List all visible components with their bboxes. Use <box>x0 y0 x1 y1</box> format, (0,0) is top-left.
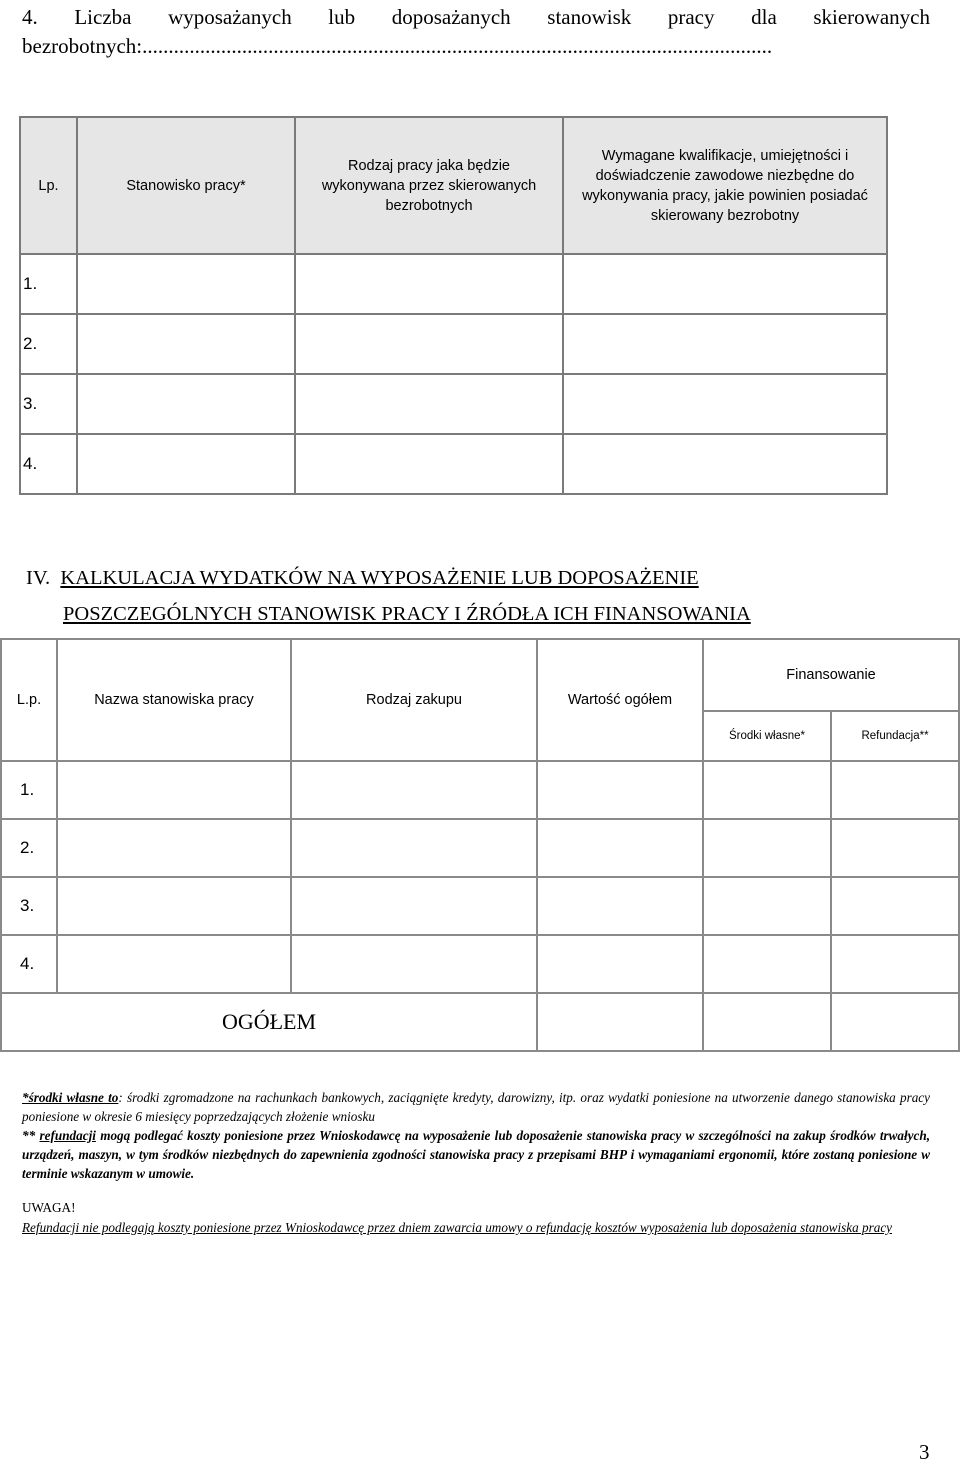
footnote-refund-prefix: ** <box>22 1128 40 1143</box>
cell-rodzaj[interactable] <box>291 819 537 877</box>
header-lp: Lp. <box>20 117 77 254</box>
cell-refundacja[interactable] <box>831 761 959 819</box>
footnote-srodki-term: *środki własne to <box>22 1090 119 1105</box>
cell-srodki[interactable] <box>703 935 831 993</box>
cell-wymagane[interactable] <box>563 374 887 434</box>
warning-label: UWAGA! <box>22 1200 76 1215</box>
cell-nazwa[interactable] <box>57 819 291 877</box>
section-4-heading-line1: 4. Liczba wyposażanych lub doposażanych stanowisk pracy dla skierowanych <box>22 5 930 29</box>
section-iv-title-line1: KALKULACJA WYDATKÓW NA WYPOSAŻENIE LUB DOPOSAŻENIE <box>60 567 699 589</box>
cell-srodki[interactable] <box>703 877 831 935</box>
cell-rodzaj[interactable] <box>295 314 563 374</box>
row-number: 1. <box>1 761 57 819</box>
cell-nazwa[interactable] <box>57 761 291 819</box>
cell-wymagane[interactable] <box>563 314 887 374</box>
warning-text: Refundacji nie podlegają koszty poniesione przez Wnioskodawcę przez dniem zawarcia umowy o refundację kosztów wyposażenia lub doposażenia stanowiska pracy <box>22 1220 893 1235</box>
cell-nazwa[interactable] <box>57 877 291 935</box>
total-label: OGÓŁEM <box>1 993 537 1051</box>
row-number: 2. <box>20 314 77 374</box>
row-number: 2. <box>1 819 57 877</box>
row-number: 4. <box>1 935 57 993</box>
header-finansowanie: Finansowanie <box>703 639 959 711</box>
cell-srodki[interactable] <box>703 819 831 877</box>
section-iv-title-line2: POSZCZEGÓLNYCH STANOWISK PRACY I ŹRÓDŁA ICH FINANSOWANIA <box>63 603 751 625</box>
footnote-srodki-text: : środki zgromadzone na rachunkach bankowych, zaciągnięte kredyty, darowizny, itp. oraz wydatki poniesione na utworzenie danego stanowiska pracy poniesione w okresie 6 miesięcy poprzedzających złożenie wniosku <box>22 1090 930 1124</box>
header-refundacja: Refundacja** <box>831 711 959 761</box>
cell-wymagane[interactable] <box>563 254 887 314</box>
cell-stanowisko[interactable] <box>77 434 295 494</box>
cell-wartosc[interactable] <box>537 935 703 993</box>
positions-table <box>19 116 888 495</box>
cell-wartosc[interactable] <box>537 877 703 935</box>
cell-total-srodki[interactable] <box>703 993 831 1051</box>
cell-rodzaj[interactable] <box>291 761 537 819</box>
cell-stanowisko[interactable] <box>77 374 295 434</box>
section-iv-heading <box>26 560 751 632</box>
footnote-refundacji <box>22 1126 930 1183</box>
header-nazwa-stanowiska: Nazwa stanowiska pracy <box>57 639 291 761</box>
cell-total-refundacja[interactable] <box>831 993 959 1051</box>
header-wymagane-kwalifikacje: Wymagane kwalifikacje, umiejętności i doświadczenie zawodowe niezbędne do wykonywania pracy, jakie powinien posiadać skierowany bezrobotny <box>563 117 887 254</box>
footnotes <box>22 1088 930 1183</box>
section-4-heading-line2: bezrobotnych:........................................................................................................................ <box>22 34 773 58</box>
row-number: 3. <box>1 877 57 935</box>
footnote-srodki <box>22 1088 930 1126</box>
expenses-table <box>0 638 960 1052</box>
cell-rodzaj[interactable] <box>295 434 563 494</box>
row-number: 1. <box>20 254 77 314</box>
cell-rodzaj[interactable] <box>291 935 537 993</box>
cell-stanowisko[interactable] <box>77 254 295 314</box>
cell-wartosc[interactable] <box>537 761 703 819</box>
cell-rodzaj[interactable] <box>295 254 563 314</box>
cell-refundacja[interactable] <box>831 819 959 877</box>
cell-refundacja[interactable] <box>831 877 959 935</box>
cell-total-wartosc[interactable] <box>537 993 703 1051</box>
cell-wymagane[interactable] <box>563 434 887 494</box>
header-rodzaj-pracy: Rodzaj pracy jaka będzie wykonywana przez skierowanych bezrobotnych <box>295 117 563 254</box>
header-stanowisko: Stanowisko pracy* <box>77 117 295 254</box>
header-wartosc-ogolem: Wartość ogółem <box>537 639 703 761</box>
cell-rodzaj[interactable] <box>295 374 563 434</box>
cell-refundacja[interactable] <box>831 935 959 993</box>
cell-rodzaj[interactable] <box>291 877 537 935</box>
header-rodzaj-zakupu: Rodzaj zakupu <box>291 639 537 761</box>
row-number: 3. <box>20 374 77 434</box>
footnote-refund-text: mogą podlegać koszty poniesione przez Wnioskodawcę na wyposażenie lub doposażenie stanowiska pracy w szczególności na zakup środków trwałych, urządzeń, maszyn, w tym środków niezbędnych do zapewnienia zgodności stanowiska pracy z przepisami BHP i wymaganiami ergonomii, które zostaną poniesione w terminie wskazanym w umowie. <box>22 1128 931 1181</box>
cell-wartosc[interactable] <box>537 819 703 877</box>
section-iv-number: IV. <box>26 567 51 589</box>
page-number: 3 <box>919 1440 930 1464</box>
header-lp: L.p. <box>1 639 57 761</box>
footnote-refund-term: refundacji <box>39 1128 96 1143</box>
cell-nazwa[interactable] <box>57 935 291 993</box>
header-srodki-wlasne: Środki własne* <box>703 711 831 761</box>
cell-stanowisko[interactable] <box>77 314 295 374</box>
cell-srodki[interactable] <box>703 761 831 819</box>
row-number: 4. <box>20 434 77 494</box>
